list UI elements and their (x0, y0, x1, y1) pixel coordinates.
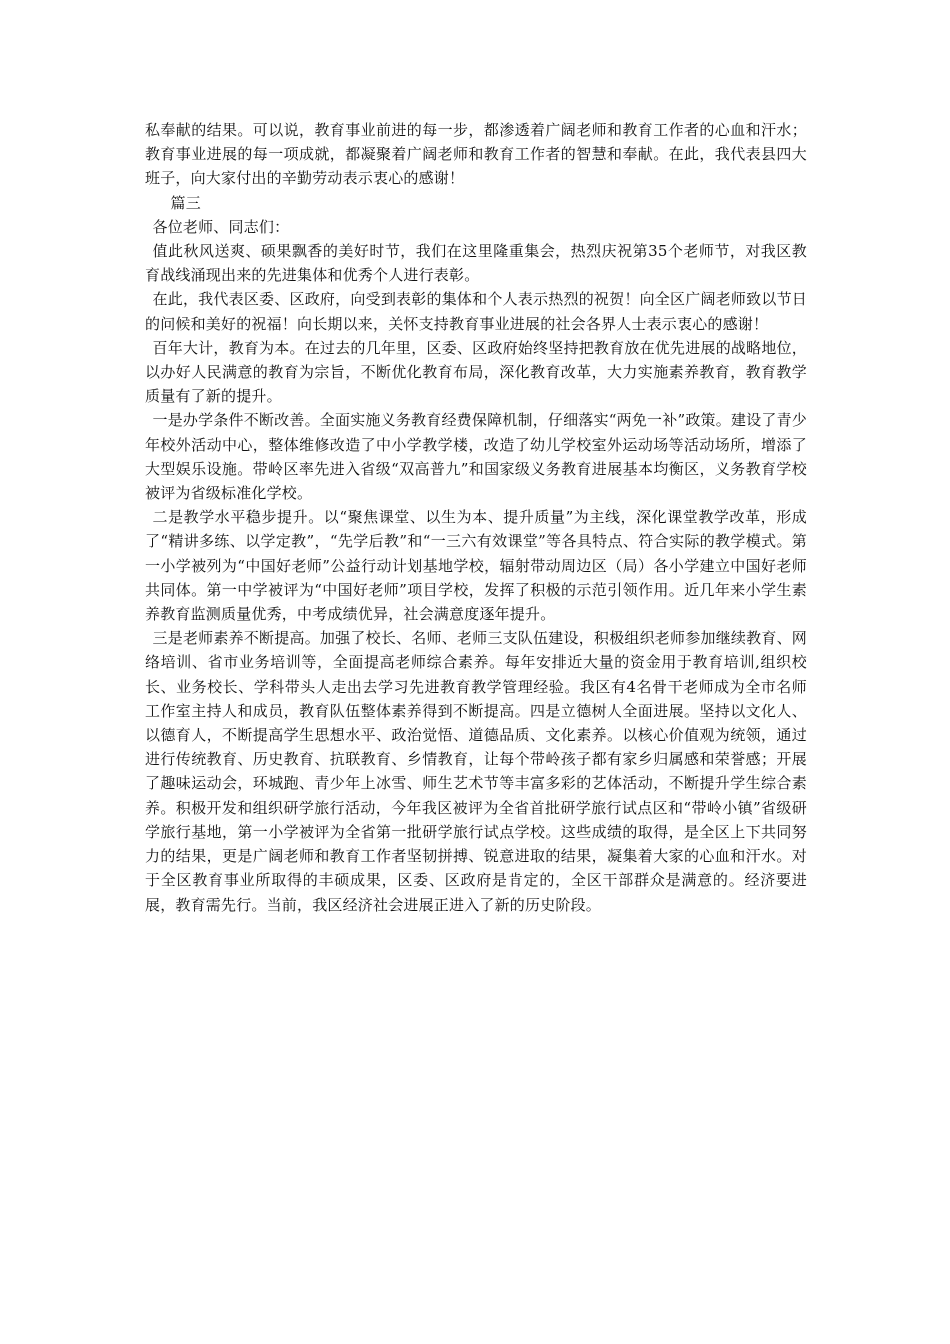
paragraph-continuation: 私奉献的结果。可以说，教育事业前进的每一步，都渗透着广阔老师和教育工作者的心血和汗水；教育事业进展的每一项成就，都凝聚着广阔老师和教育工作者的智慧和奉献。在此，我代表县四大班子，向大家付出的辛勤劳动表示衷心的感谢！ (145, 121, 807, 188)
paragraph-school-conditions: 一是办学条件不断改善。全面实施义务教育经费保障机制，仔细落实“两免一补”政策。建设了青少年校外活动中心，整体维修改造了中小学教学楼，改造了幼儿学校室外运动场等活动场所，增添了大型娱乐设施。带岭区率先进入省级“双高普九”和国家级义务教育进展基本均衡区，义务教育学校被评为省级标准化学校。 (145, 411, 807, 503)
paragraph-thanks: 在此，我代表区委、区政府，向受到表彰的集体和个人表示热烈的祝贺！向全区广阔老师致以节日的问候和美好的祝福！向长期以来，关怀支持教育事业进展的社会各界人士表示衷心的感谢！ (145, 290, 807, 333)
paragraph-teacher-quality: 三是老师素养不断提高。加强了校长、名师、老师三支队伍建设，积极组织老师参加继续教育、网络培训、省市业务培训等，全面提高老师综合素养。每年安排近大量的资金用于教育培训,组织校长、业务校长、学科带头人走出去学习先进教育教学管理经验。我区有4名骨干老师成为全市名师工作室主持人和成员，教育队伍整体素养得到不断提高。四是立德树人全面进展。坚持以文化人、以德育人，不断提高学生思想水平、政治觉悟、道德品质、文化素养。以核心价值观为统领，通过进行传统教育、历史教育、抗联教育、乡情教育，让每个带岭孩子都有家乡归属感和荣誉感；开展了趣味运动会，环城跑、青少年上冰雪、师生艺术节等丰富多彩的艺体活动，不断提升学生综合素养。积极开发和组织研学旅行活动，今年我区被评为全省首批研学旅行试点区和“带岭小镇”省级研学旅行基地，第一小学被评为全省第一批研学旅行试点学校。这些成绩的取得，是全区上下共同努力的结果，更是广阔老师和教育工作者坚韧拼搏、锐意进取的结果，凝集着大家的心血和汗水。对于全区教育事业所取得的丰硕成果，区委、区政府是肯定的，全区干部群众是满意的。经济要进展，教育需先行。当前，我区经济社会进展正进入了新的历史阶段。 (145, 629, 807, 914)
salutation: 各位老师、同志们： (152, 217, 290, 236)
paragraph-education-priority: 百年大计，教育为本。在过去的几年里，区委、区政府始终坚持把教育放在优先进展的战略地位，以办好人民满意的教育为宗旨，不断优化教育布局，深化教育改革，大力实施素养教育，教育教学质量有了新的提升。 (145, 338, 807, 406)
document-body (145, 118, 807, 917)
paragraph-opening: 值此秋风送爽、硕果飘香的美好时节，我们在这里隆重集会，热烈庆祝第35个老师节，对我区教育战线涌现出来的先进集体和优秀个人进行表彰。 (145, 242, 807, 285)
section-heading: 篇三 (170, 193, 201, 212)
paragraph-teaching-level: 二是教学水平稳步提升。以“聚焦课堂、以生为本、提升质量”为主线，深化课堂教学改革，形成了“精讲多练、以学定教”，“先学后教”和“一三六有效课堂”等各具特点、符合实际的教学模式。第一小学被列为“中国好老师”公益行动计划基地学校，辐射带动周边区（局）各小学建立中国好老师共同体。第一中学被评为“中国好老师”项目学校，发挥了积极的示范引领作用。近几年来小学生素养教育监测质量优秀，中考成绩优异，社会满意度逐年提升。 (145, 508, 807, 624)
